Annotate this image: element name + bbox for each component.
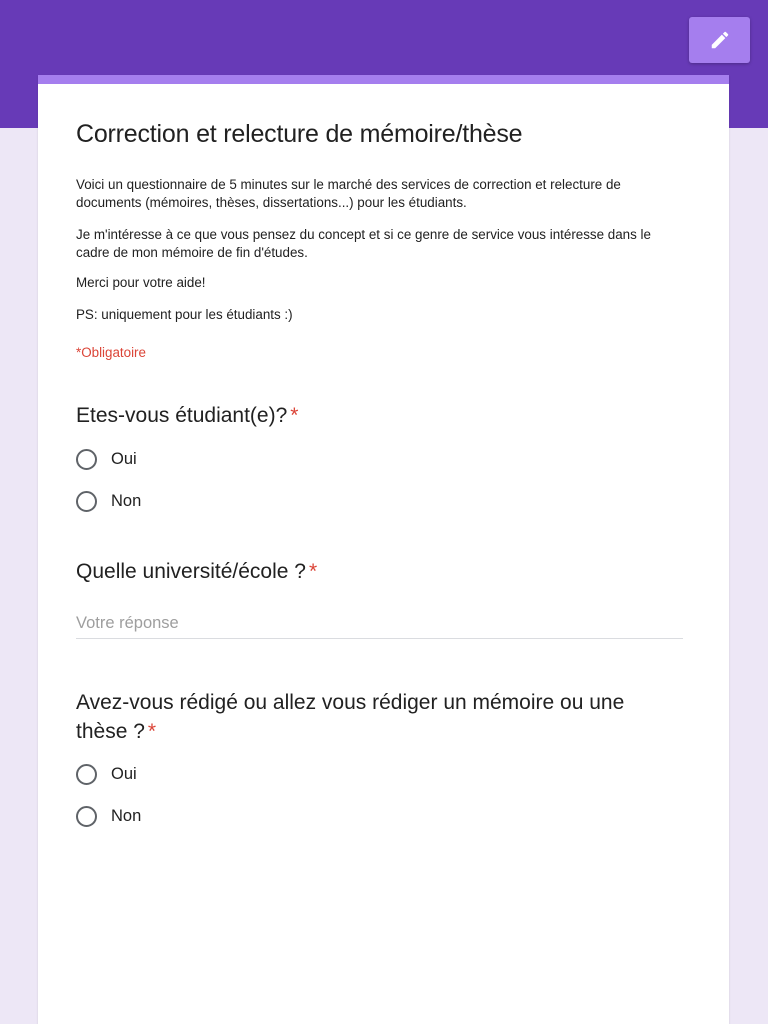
radio-button[interactable] xyxy=(76,764,97,785)
radio-option-label: Oui xyxy=(111,764,137,783)
radio-button[interactable] xyxy=(76,449,97,470)
card-accent-bar xyxy=(38,75,729,84)
radio-option-oui[interactable] xyxy=(76,762,137,786)
radio-option-label: Oui xyxy=(111,449,137,468)
radio-option-oui[interactable] xyxy=(76,447,137,471)
radio-button[interactable] xyxy=(76,491,97,512)
form-card xyxy=(38,75,729,1024)
question-text: Etes-vous étudiant(e)? xyxy=(76,404,288,427)
radio-option-non[interactable] xyxy=(76,804,141,828)
question-text: Quelle université/école ? xyxy=(76,560,306,583)
question-title xyxy=(76,688,676,746)
question-title xyxy=(76,557,676,586)
form-title: Correction et relecture de mémoire/thèse xyxy=(76,120,523,148)
required-asterisk: * xyxy=(290,404,299,427)
university-answer-input[interactable] xyxy=(76,608,683,639)
required-asterisk: * xyxy=(308,560,318,583)
form-description-paragraph: Voici un questionnaire de 5 minutes sur le marché des services de correction et relecture de documents (mémoires, thèses, dissertations...) pour les étudiants. xyxy=(76,177,621,210)
form-description-paragraph: Merci pour votre aide! xyxy=(76,275,206,290)
pencil-icon xyxy=(709,29,731,51)
edit-form-button[interactable] xyxy=(689,17,750,63)
radio-button[interactable] xyxy=(76,806,97,827)
radio-option-non[interactable] xyxy=(76,489,141,513)
radio-option-label: Non xyxy=(111,491,142,510)
question-text: Avez-vous rédigé ou allez vous rédiger un mémoire ou une thèse ? xyxy=(76,691,625,743)
form-description-paragraph: PS: uniquement pour les étudiants :) xyxy=(76,307,293,322)
form-description-paragraph: Je m'intéresse à ce que vous pensez du concept et si ce genre de service vous intéresse dans le cadre de mon mémoire de fin d'études. xyxy=(76,227,651,260)
required-asterisk: * xyxy=(147,720,157,743)
question-title xyxy=(76,401,676,430)
radio-option-label: Non xyxy=(111,806,142,825)
required-note: *Obligatoire xyxy=(76,345,146,360)
